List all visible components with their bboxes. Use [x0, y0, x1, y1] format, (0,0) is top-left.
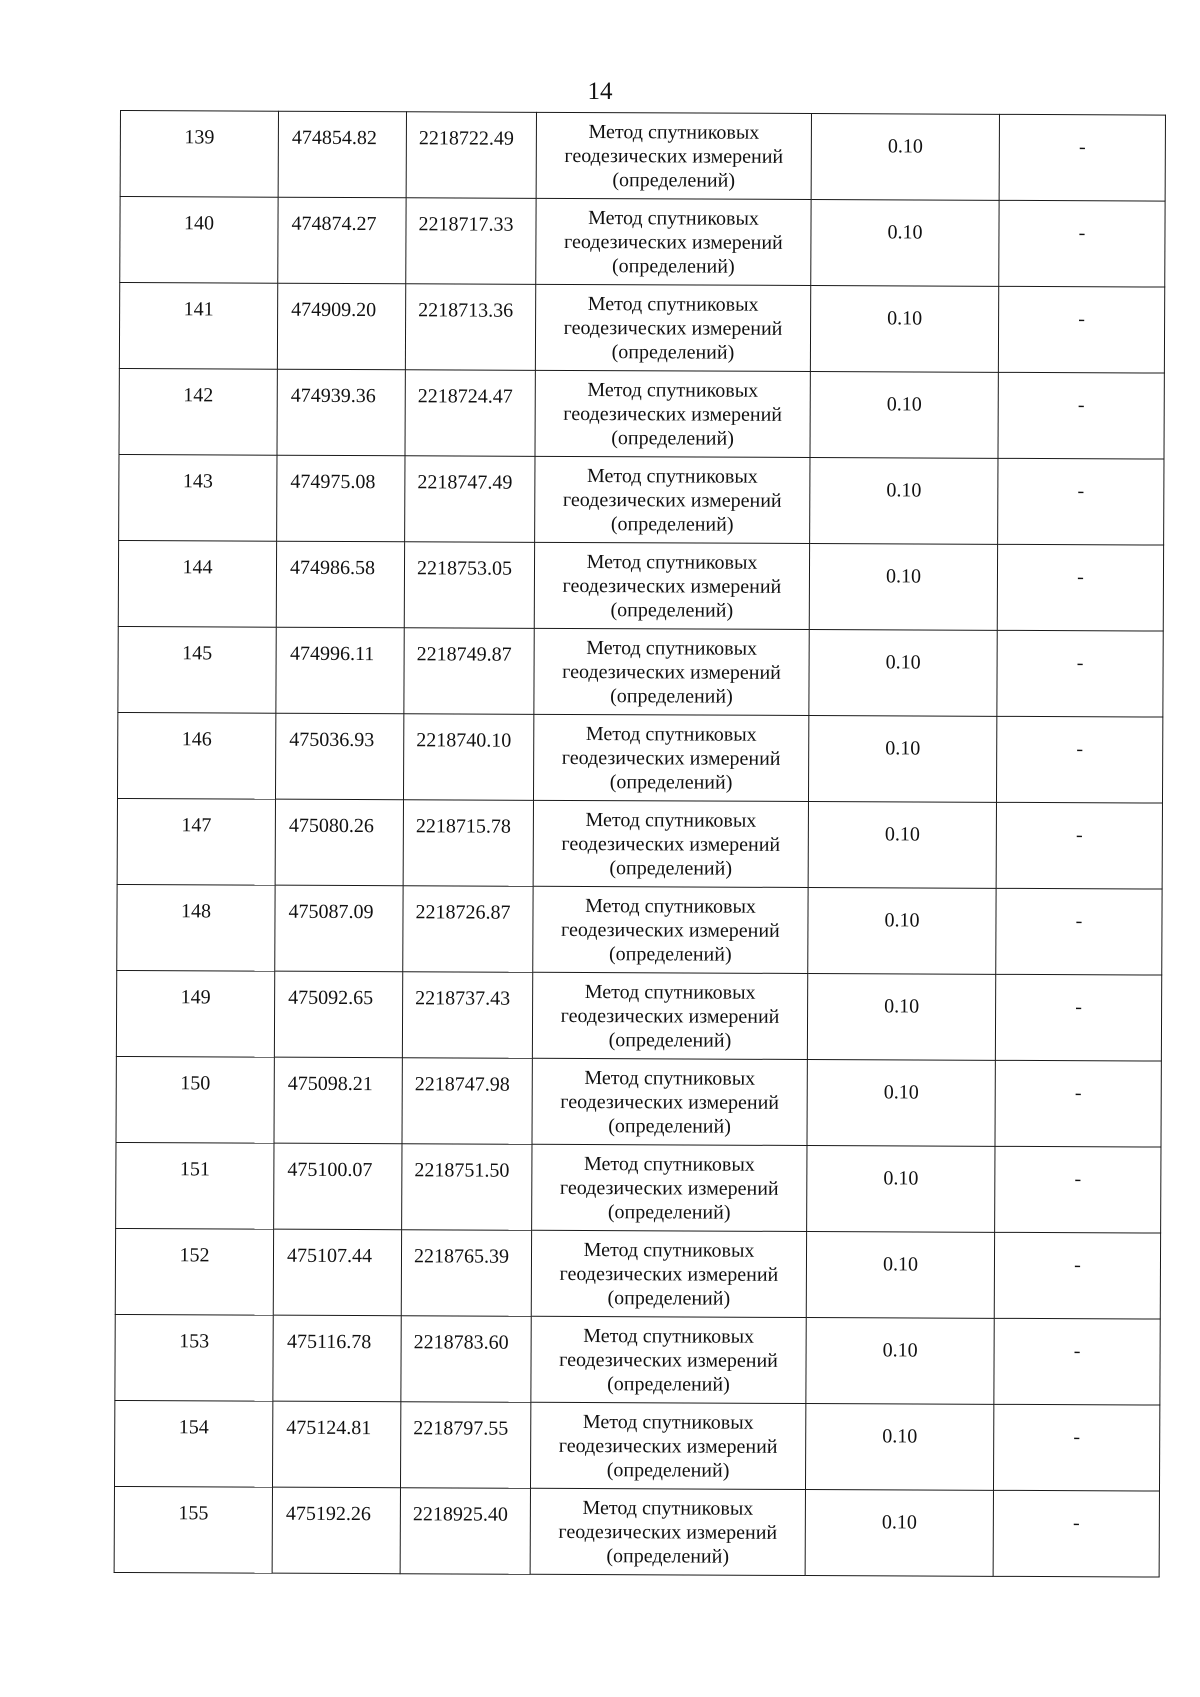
point-number-cell: 148 — [117, 884, 275, 971]
method-text-line: геодезических измерений — [561, 832, 781, 856]
method-text-line: геодезических измерений — [559, 1262, 779, 1286]
y-coordinate-cell: 2218765.39 — [401, 1230, 531, 1317]
accuracy-cell: 0.10 — [811, 200, 999, 287]
note-cell: - — [997, 544, 1163, 631]
table-row — [120, 111, 1165, 202]
table-row — [116, 1142, 1161, 1233]
point-number-cell: 147 — [117, 798, 275, 885]
method-text-line: (определений) — [608, 1114, 731, 1138]
method-text-line: геодезических измерений — [558, 1434, 778, 1458]
method-text-line: геодезических измерений — [561, 746, 781, 770]
method-text-line: Метод спутниковых — [583, 1324, 755, 1348]
note-cell: - — [995, 1060, 1161, 1147]
method-cell — [532, 1058, 807, 1145]
method-text-line: геодезических измерений — [564, 144, 784, 168]
point-number-cell: 154 — [114, 1400, 272, 1487]
note-cell: - — [995, 974, 1161, 1061]
method-text-line: (определений) — [609, 856, 733, 880]
y-coordinate-cell: 2218751.50 — [402, 1144, 532, 1231]
method-text-line: Метод спутниковых — [585, 894, 756, 918]
point-number-cell: 153 — [115, 1314, 273, 1401]
point-number-cell: 149 — [116, 970, 274, 1057]
method-cell — [532, 1144, 807, 1231]
table-row — [119, 283, 1164, 374]
accuracy-cell: 0.10 — [805, 1404, 993, 1491]
method-text-line: (определений) — [606, 1544, 730, 1568]
coordinates-table — [114, 110, 1166, 1578]
y-coordinate-cell: 2218717.33 — [406, 198, 536, 285]
method-cell — [530, 1402, 805, 1489]
note-cell: - — [993, 1404, 1159, 1491]
table-row — [115, 1314, 1160, 1405]
table-row — [117, 884, 1162, 975]
x-coordinate-cell: 475107.44 — [273, 1229, 401, 1316]
note-cell: - — [997, 630, 1163, 717]
method-text-line: (определений) — [610, 598, 734, 622]
y-coordinate-cell: 2218740.10 — [403, 714, 533, 801]
accuracy-cell: 0.10 — [808, 716, 996, 803]
method-text-line: (определений) — [612, 168, 736, 192]
method-text-line: геодезических измерений — [560, 1090, 780, 1114]
method-text-line: геодезических измерений — [563, 316, 783, 340]
accuracy-cell: 0.10 — [810, 372, 998, 459]
method-cell — [533, 800, 808, 887]
method-text-line: Метод спутниковых — [584, 1066, 756, 1090]
y-coordinate-cell: 2218747.49 — [405, 456, 535, 543]
point-number-cell: 146 — [117, 712, 275, 799]
x-coordinate-cell: 474986.58 — [276, 541, 404, 628]
y-coordinate-cell: 2218753.05 — [404, 542, 534, 629]
x-coordinate-cell: 475100.07 — [274, 1143, 402, 1230]
method-text-line: Метод спутниковых — [582, 1410, 754, 1434]
x-coordinate-cell: 474975.08 — [277, 455, 405, 542]
table-row — [116, 1056, 1161, 1147]
method-text-line: Метод спутниковых — [588, 120, 760, 144]
method-text-line: (определений) — [609, 770, 733, 794]
y-coordinate-cell: 2218797.55 — [400, 1402, 530, 1489]
note-cell: - — [995, 1146, 1161, 1233]
method-cell — [535, 456, 810, 543]
method-text-line: (определений) — [611, 340, 735, 364]
table-row — [117, 798, 1162, 889]
note-cell: - — [998, 286, 1164, 373]
method-cell — [534, 628, 809, 715]
note-cell: - — [996, 716, 1162, 803]
accuracy-cell: 0.10 — [809, 544, 997, 631]
y-coordinate-cell: 2218715.78 — [403, 800, 533, 887]
point-number-cell: 141 — [119, 283, 277, 370]
note-cell: - — [999, 200, 1165, 287]
accuracy-cell: 0.10 — [807, 1146, 995, 1233]
method-text-line: Метод спутниковых — [583, 1238, 755, 1262]
point-number-cell: 145 — [118, 626, 276, 713]
accuracy-cell: 0.10 — [810, 286, 998, 373]
table-row — [119, 368, 1164, 459]
method-cell — [534, 542, 809, 629]
point-number-cell: 150 — [116, 1056, 274, 1143]
note-cell: - — [998, 372, 1164, 459]
accuracy-cell: 0.10 — [808, 888, 996, 975]
y-coordinate-cell: 2218783.60 — [401, 1316, 531, 1403]
x-coordinate-cell: 475124.81 — [272, 1401, 400, 1488]
x-coordinate-cell: 475036.93 — [275, 713, 403, 800]
method-text-line: Метод спутниковых — [586, 550, 758, 574]
y-coordinate-cell: 2218747.98 — [402, 1058, 532, 1145]
x-coordinate-cell: 474909.20 — [277, 283, 405, 370]
method-text-line: (определений) — [607, 1200, 731, 1224]
y-coordinate-cell: 2218722.49 — [406, 112, 536, 199]
method-text-line: геодезических измерений — [563, 402, 783, 426]
method-text-line: (определений) — [608, 1028, 732, 1052]
point-number-cell: 155 — [114, 1486, 272, 1573]
method-text-line: геодезических измерений — [558, 1520, 778, 1544]
x-coordinate-cell: 475116.78 — [273, 1315, 401, 1402]
note-cell: - — [994, 1318, 1160, 1405]
point-number-cell: 142 — [119, 368, 277, 455]
method-text-line: (определений) — [608, 942, 732, 966]
point-number-cell: 139 — [120, 111, 278, 198]
method-text-line: геодезических измерений — [561, 918, 780, 942]
y-coordinate-cell: 2218749.87 — [404, 628, 534, 715]
y-coordinate-cell: 2218724.47 — [405, 370, 535, 457]
accuracy-cell: 0.10 — [805, 1490, 993, 1577]
table-row — [114, 1486, 1159, 1577]
note-cell: - — [994, 1232, 1160, 1319]
method-cell — [536, 112, 811, 199]
method-text-line: Метод спутниковых — [585, 722, 757, 746]
table-row — [118, 626, 1163, 717]
table-row — [118, 540, 1163, 631]
method-text-line: геодезических измерений — [562, 660, 781, 684]
point-number-cell: 144 — [118, 540, 276, 627]
table-row — [115, 1228, 1160, 1319]
x-coordinate-cell: 475192.26 — [272, 1487, 400, 1574]
method-text-line: геодезических измерений — [559, 1176, 779, 1200]
point-number-cell: 151 — [116, 1142, 274, 1229]
accuracy-cell: 0.10 — [806, 1318, 994, 1405]
method-text-line: Метод спутниковых — [588, 206, 759, 230]
method-cell — [535, 284, 810, 371]
method-text-line: Метод спутниковых — [584, 980, 756, 1004]
x-coordinate-cell: 475098.21 — [274, 1057, 402, 1144]
accuracy-cell: 0.10 — [806, 1232, 994, 1319]
table-row — [116, 970, 1161, 1061]
table-row — [120, 197, 1165, 288]
method-text-line: (определений) — [611, 426, 734, 450]
method-text-line: Метод спутниковых — [582, 1496, 754, 1520]
point-number-cell: 143 — [119, 454, 277, 541]
method-text-line: Метод спутниковых — [587, 292, 759, 316]
method-text-line: Метод спутниковых — [587, 378, 759, 402]
accuracy-cell: 0.10 — [808, 802, 996, 889]
note-cell: - — [996, 802, 1162, 889]
accuracy-cell: 0.10 — [811, 114, 999, 201]
accuracy-cell: 0.10 — [810, 458, 998, 545]
y-coordinate-cell: 2218713.36 — [405, 284, 535, 371]
y-coordinate-cell: 2218726.87 — [403, 886, 533, 973]
method-cell — [532, 972, 807, 1059]
method-text-line: геодезических измерений — [562, 488, 782, 512]
method-text-line: (определений) — [611, 254, 735, 278]
method-text-line: геодезических измерений — [564, 230, 783, 254]
method-text-line: Метод спутниковых — [585, 808, 757, 832]
method-text-line: Метод спутниковых — [583, 1152, 755, 1176]
x-coordinate-cell: 475092.65 — [274, 971, 402, 1058]
x-coordinate-cell: 475087.09 — [275, 885, 403, 972]
table-body — [114, 111, 1165, 1578]
x-coordinate-cell: 474874.27 — [278, 197, 406, 284]
method-cell — [531, 1316, 806, 1403]
method-text-line: геодезических измерений — [562, 574, 782, 598]
accuracy-cell: 0.10 — [807, 974, 995, 1061]
note-cell: - — [993, 1490, 1159, 1577]
method-text-line: (определений) — [610, 684, 733, 708]
method-cell — [531, 1230, 806, 1317]
method-cell — [536, 198, 811, 285]
table-row — [117, 712, 1162, 803]
y-coordinate-cell: 2218925.40 — [400, 1488, 530, 1575]
method-cell — [535, 370, 810, 457]
x-coordinate-cell: 475080.26 — [275, 799, 403, 886]
accuracy-cell: 0.10 — [809, 630, 997, 717]
method-text-line: (определений) — [607, 1286, 731, 1310]
method-text-line: (определений) — [610, 512, 734, 536]
x-coordinate-cell: 474939.36 — [277, 369, 405, 456]
method-text-line: геодезических измерений — [560, 1004, 780, 1028]
method-cell — [533, 886, 808, 973]
x-coordinate-cell: 474854.82 — [278, 111, 406, 198]
method-text-line: Метод спутниковых — [586, 636, 758, 660]
method-text-line: (определений) — [606, 1458, 730, 1482]
x-coordinate-cell: 474996.11 — [276, 627, 404, 714]
note-cell: - — [996, 888, 1162, 975]
accuracy-cell: 0.10 — [807, 1060, 995, 1147]
table-row — [119, 454, 1164, 545]
method-cell — [530, 1488, 805, 1575]
table-row — [114, 1400, 1159, 1491]
note-cell: - — [999, 114, 1165, 201]
point-number-cell: 152 — [115, 1228, 273, 1315]
method-text-line: геодезических измерений — [559, 1348, 778, 1372]
method-text-line: (определений) — [607, 1372, 730, 1396]
method-text-line: Метод спутниковых — [586, 464, 758, 488]
point-number-cell: 140 — [120, 197, 278, 284]
method-cell — [533, 714, 808, 801]
y-coordinate-cell: 2218737.43 — [402, 972, 532, 1059]
page-number: 14 — [587, 78, 613, 105]
note-cell: - — [998, 458, 1164, 545]
